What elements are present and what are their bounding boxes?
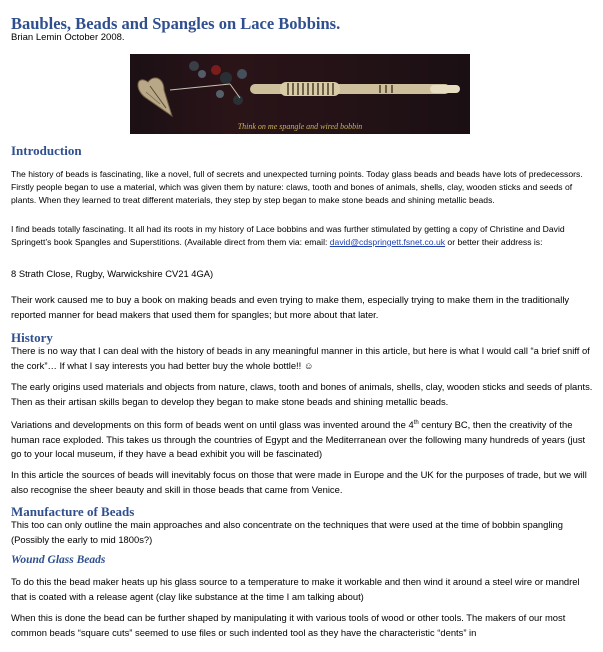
heading-wound-glass-beads: Wound Glass Beads xyxy=(11,554,106,566)
intro-paragraph-1: The history of beads is fascinating, like a novel, full of secrets and unexpected turning points. Today glass beads and beads have lots of predecessors. Firstly people began to use a material, which was given them by nature: claws, tooth and bones of animals, shells, clay, wooden sticks and seeds of plants. When they learned to treat different materials, they step by step began to make stone beads and shining metallic beads. xyxy=(11,169,583,205)
history-paragraph-1: There is no way that I can deal with the history of beads in any meaningful manner in this article, but here is what I would call “a brief sniff of the cork”… If what I say interests you had better buy the whole bottle!! ☺ xyxy=(11,345,590,371)
document-title: Baubles, Beads and Spangles on Lace Bobbins. xyxy=(11,14,341,33)
heading-manufacture: Manufacture of Beads xyxy=(11,504,135,519)
author-byline: Brian Lemin October 2008. xyxy=(11,32,125,43)
heading-introduction: Introduction xyxy=(11,143,82,158)
history-paragraph-2: The early origins used materials and objects from nature, claws, tooth and bones of animals, shells, clay, wooden sticks and seeds of plants. Then as their artisan skills began to develop they began to make stone beads and shining metallic beads. xyxy=(11,381,593,407)
history-paragraph-3 xyxy=(11,418,595,462)
wound-paragraph-1: To do this the bead maker heats up his glass source to a temperature to make it workable and then wind it around a steel wire or mandrel that is coated with a release agent (clay like substance at the time I am talking about) xyxy=(11,576,580,602)
wound-paragraph-2: When this is done the bead can be further shaped by manipulating it with various tools of wood or other tools. The makers of our most common beads “square cuts” seemed to use files or such indented tool as they have the characteristic “dents” in xyxy=(11,612,566,638)
photo-caption: Think on me spangle and wired bobbin xyxy=(237,122,363,131)
history-paragraph-3-text: Variations and developments on this form of beads went on until glass was invented around the 4 xyxy=(11,419,414,430)
intro-paragraph-2-text: I find beads totally fascinating. It all had its roots in my history of Lace bobbins and was further stimulated by getting a copy of Christine and David Springett’s book Spangles and Superstitions. (Available direct from them via: email: xyxy=(11,224,565,247)
intro-paragraph-2-tail: or better their address is: xyxy=(445,236,543,247)
intro-paragraph-2 xyxy=(11,223,595,249)
manufacture-paragraph-1: This too can only outline the main approaches and also concentrate on the techniques that were used at the time of bobbin spangling (Possibly the early to mid 1800s?) xyxy=(11,519,563,545)
address-line: 8 Strath Close, Rugby, Warwickshire CV21 4GA) xyxy=(11,268,214,279)
email-link[interactable]: david@cdspringett.fsnet.co.uk xyxy=(329,236,446,247)
intro-paragraph-3: Their work caused me to buy a book on making beads and even trying to make them, especially trying to make them in the traditionally reported manner for bead makers that used them for spangles; but more about that later. xyxy=(11,294,570,320)
history-paragraph-3-tail: century BC, then the creativity of the human race exploded. This takes us through the countries of Egypt and the Mediterranean over the following many hundreds of years (just go to your local museum, if they have a bead exhibit you will be fascinated) xyxy=(11,419,586,459)
bobbin-photo xyxy=(130,54,470,134)
superscript-th: th xyxy=(413,419,419,426)
heading-history: History xyxy=(11,330,53,345)
history-paragraph-4: In this article the sources of beads will inevitably focus on those that were made in Europe and the UK for the purposes of trade, but we will also recognise the sheer beauty and skill in those beads that came from Venice. xyxy=(11,469,587,495)
